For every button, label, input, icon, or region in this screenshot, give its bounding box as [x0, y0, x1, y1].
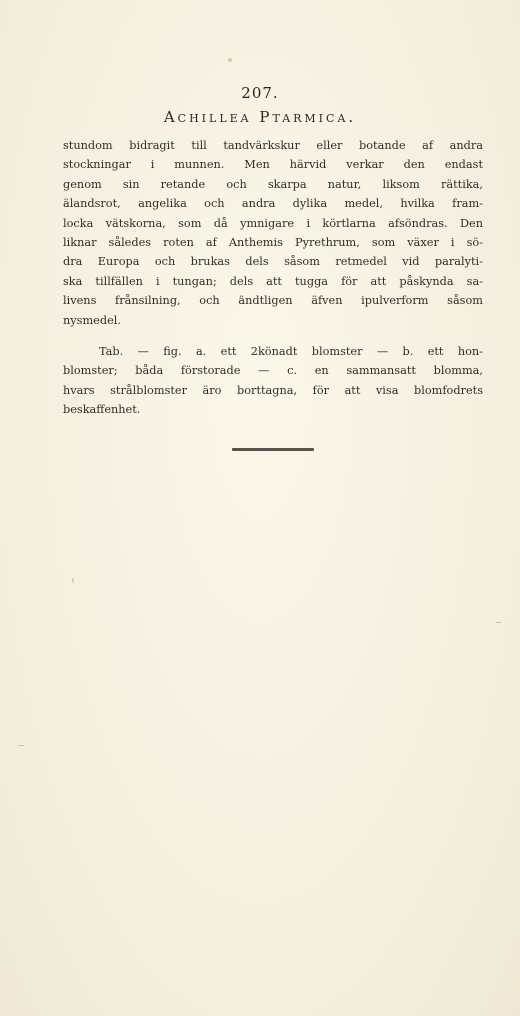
margin-mark	[496, 622, 501, 623]
text-line: älandsrot, angelika och andra dylika medel, hvilka fram-	[63, 197, 483, 211]
paper-speck	[72, 578, 74, 583]
text-line: dra Europa och brukas dels såsom retmedel vid paralyti-	[63, 255, 483, 269]
section-end-rule	[232, 448, 314, 451]
text-line: ska tillfällen i tungan; dels att tugga för att påskynda sa-	[63, 274, 483, 288]
page-number: 207.	[241, 84, 279, 102]
text-line: livens frånsilning, och ändtligen äfven ipulverform såsom	[63, 294, 483, 308]
text-line: nysmedel.	[63, 313, 121, 327]
text-line: stockningar i munnen. Men härvid verkar den endast	[63, 158, 483, 172]
caption-line: hvars strålblomster äro borttagna, för att visa blomfodrets	[63, 383, 483, 397]
text-line: stundom bidragit till tandvärkskur eller botande af andra	[63, 139, 483, 152]
margin-mark	[18, 745, 24, 746]
paper-speck	[228, 58, 232, 62]
running-title: Achillea Ptarmica.	[163, 108, 357, 126]
body-paragraph	[63, 136, 483, 330]
text-line: genom sin retande och skarpa natur, liksom rättika,	[63, 177, 483, 191]
caption-line: beskaffenhet.	[63, 403, 141, 417]
text-line: liknar således roten af Anthemis Pyrethrum, som växer i sö-	[63, 236, 483, 250]
text-line: locka vätskorna, som då ymnigare i körtlarna afsöndras. Den	[63, 216, 483, 230]
plate-caption	[63, 342, 483, 420]
caption-line: Tab. — fig. a. ett 2könadt blomster — b. ett hon-	[99, 345, 483, 358]
caption-line: blomster; båda förstorade — c. en sammansatt blomma,	[63, 364, 483, 378]
